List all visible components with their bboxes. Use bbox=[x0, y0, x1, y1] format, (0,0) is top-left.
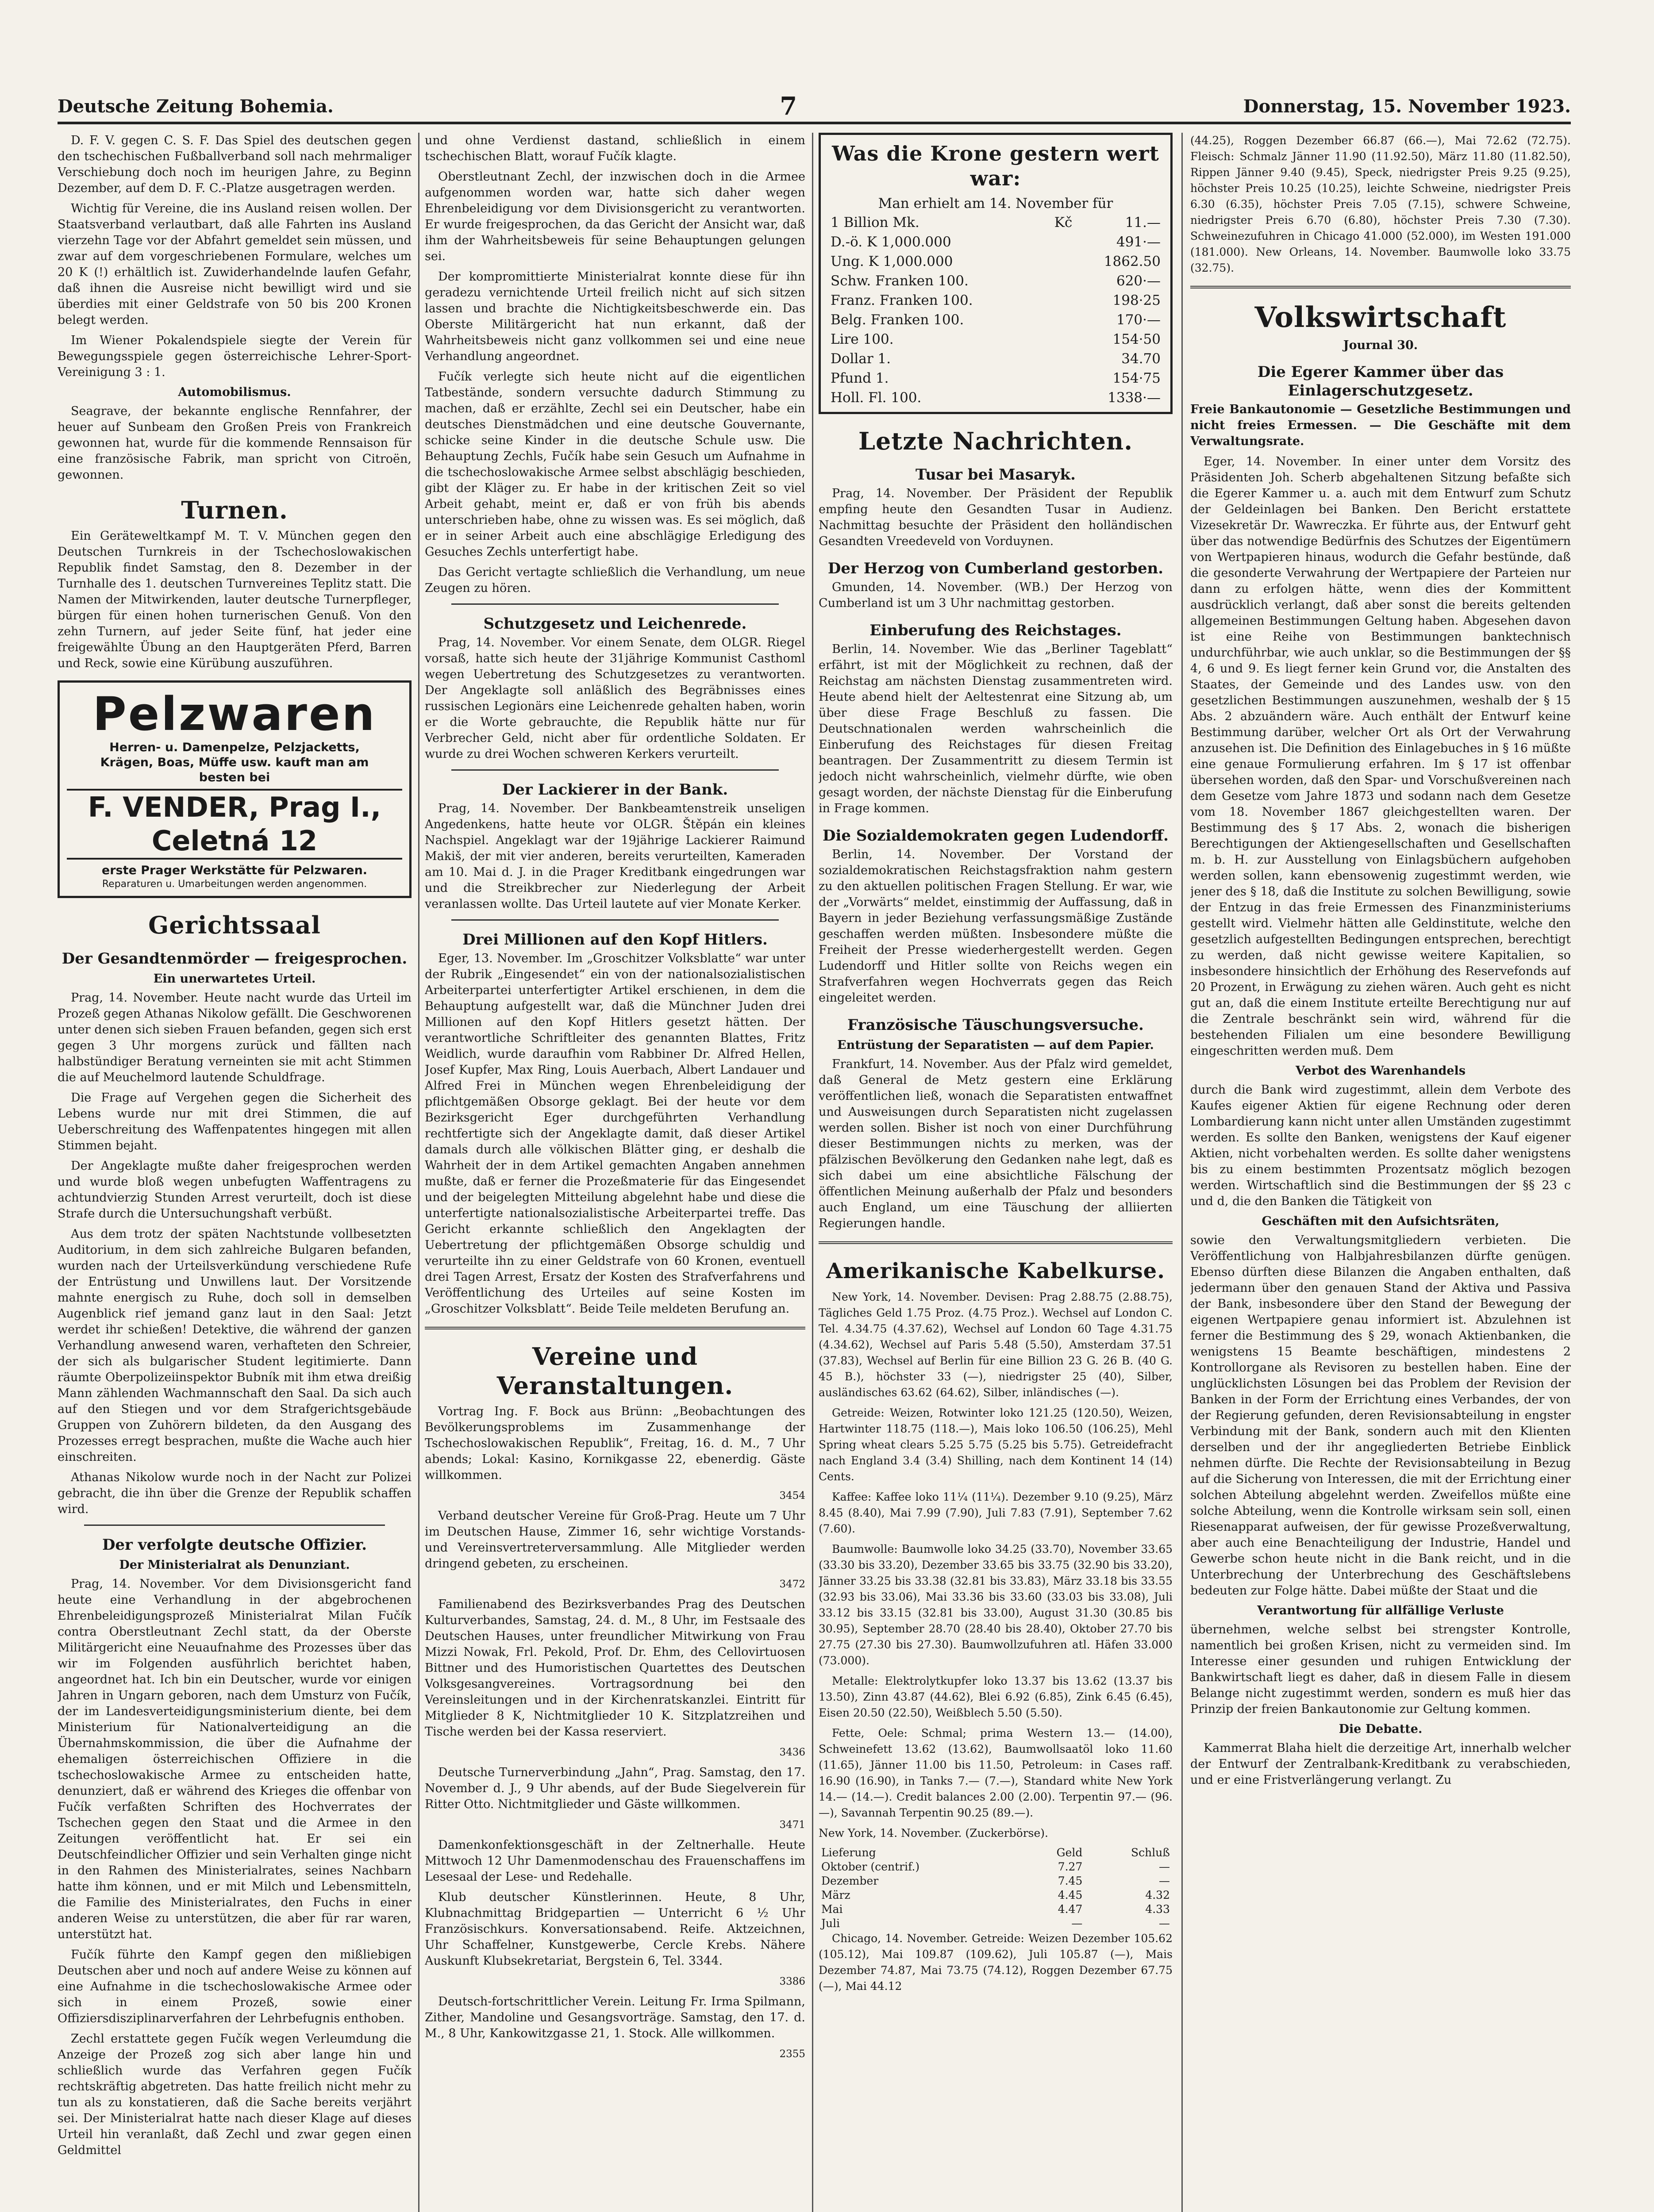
rate-unit bbox=[1042, 232, 1074, 252]
sugar-cell-geld: 4.47 bbox=[1058, 1903, 1083, 1916]
event-item: Klub deutscher Künstlerinnen. Heute, 8 Uhr, Klubnachmittag Bridgepartien — Unterricht 6 ½ Uhr Französischkurs. Konversationsabend. Reife. Aktzeichnen, Uhr Schaffelner, Kunstgewerbe, Cercle Krebs. Nähere Auskunft Klubsekretariat, Bergstein 6, Tel. 3344. bbox=[425, 1890, 805, 1968]
cable-paragraph: New York, 14. November. Devisen: Prag 2.88.75 (2.88.75), Tägliches Geld 1.75 Proz. (4.75 Proz.). Wechsel auf London C. Tel. 4.34.75 (4.37.62), Wechsel auf London 60 Tage 4.31.75 (4.34.62), Wechsel auf Paris 5.48 (5.50), Amsterdam 37.51 (37.83), Wechsel auf Berlin für eine Billion 23 G. 26 B. (40 G. 45 B.), höchster 33 (—), niedrigster 25 (40), Silber, ausländisches 63.62 (64.62), Silber, inländisches (—). bbox=[819, 1290, 1173, 1399]
sugar-header-cell: Geld bbox=[1056, 1846, 1083, 1859]
event-item: Familienabend des Bezirksverbandes Prag des Deutschen Kulturverbandes, Samstag, 24. d. M., 8 Uhr, im Festsaale des Deutschen Hauses, unter freundlicher Mitwirkung von Frau Mizzi Nowak, Frl. Pekold, Prof. Dr. Ehm, des Cellovirtuosen Bittner und des Humoristischen Quartettes des Deutschen Volksgesangvereines. Vortragsordnung bei den Vereinsleitungen und in der Kirchenratskanzlei. Eintritt für Mitglieder 8 K, Nichtmitglieder 10 K. Sitzplatzreihen und Tische werden bei der Kassa reserviert. bbox=[425, 1598, 805, 1739]
rate-unit bbox=[1042, 388, 1074, 407]
article-paragraph: Fučík führte den Kampf gegen den mißliebigen Deutschen aber und noch auf andere Weise zu können auf eine Aufnahme in die tschechoslowakische Armee oder sich in einem Prozeß, sowie einer Offiziersdisziplinarverfahren der Lehrbefugnis enthoben. bbox=[58, 1948, 412, 2025]
cable-paragraph: Baumwolle: Baumwolle loko 34.25 (33.70), November 33.65 (33.30 bis 33.20), Dezember 33.65 bis 33.75 (32.90 bis 33.20), Jänner 33.25 bis 33.38 (32.81 bis 33.83), März 33.18 bis 33.55 (32.93 bis 33.06), Mai 33.36 bis 33.60 (33.03 bis 33.08), Juli 33.12 bis 33.15 (32.81 bis 33.00), August 31.30 (30.85 bis 30.95), September 28.70 (28.40 bis 28.40), Oktober 27.70 bis 27.75 (27.30 bis 27.30). Baumwollzufuhren atl. Häfen 33.000 (73.000). bbox=[819, 1543, 1173, 1667]
cable-paragraph: Getreide: Weizen, Rotwinter loko 121.25 (120.50), Weizen, Hartwinter 118.75 (118.—), Mais loko 106.50 (106.25), Mehl Spring wheat clears 5.25 5.75 (5.25 bis 5.75). Getreidefracht nach England 3.4 (3.4) Shilling, nach dem Kontinent 14 (14) Cents. bbox=[819, 1406, 1173, 1483]
event-number: 3472 bbox=[779, 1578, 805, 1590]
rate-row bbox=[829, 213, 1162, 232]
separator bbox=[84, 1525, 385, 1526]
article-paragraph: Gmunden, 14. November. (WB.) Der Herzog von Cumberland ist um 3 Uhr nachmittag gestorben. bbox=[819, 580, 1173, 610]
sugar-cell-month: Oktober (centrif.) bbox=[821, 1860, 920, 1873]
article-paragraph: durch die Bank wird zugestimmt, allein dem Verbote des Kaufes eigener Aktien für eigene Rechnung oder deren Lombardierung kann nicht unter allen Umständen zugestimmt werden. Es sollte den Banken, wenigstens der Kauf eigener Aktien, nicht vorbehalten werden. Es sollte daher wenigstens bis zu einem bestimmten Prozentsatz möglich bezogen werden. Wirtschaftlich sind die Bestimmungen der §§ 23 c und d, die den Banken die Tätigkeit von bbox=[1190, 1083, 1571, 1208]
section-journal-number: Journal 30. bbox=[1343, 338, 1418, 352]
column-rule bbox=[1181, 133, 1183, 2212]
rate-value: 154·50 bbox=[1112, 331, 1161, 347]
chicago-paragraph: Chicago, 14. November. Getreide: Weizen Dezember 105.62 (105.12), Mai 109.87 (109.62), Juli 105.87 (—), Mais Dezember 74.87, Mai 73.75 (74.12), Roggen Dezember 67.75 (—), Mai 44.12 bbox=[819, 1932, 1173, 1993]
section-heading-gerichtssaal: Gerichtssaal bbox=[148, 911, 321, 939]
column-2 bbox=[425, 133, 805, 2212]
event-number: 3454 bbox=[779, 1490, 805, 1502]
ad-firm-name: F. VENDER, Prag I., Celetná 12 bbox=[67, 789, 402, 860]
separator bbox=[1190, 286, 1571, 288]
rate-value: 491·— bbox=[1116, 234, 1161, 250]
rate-unit: Kč bbox=[1054, 215, 1073, 230]
rate-label: Ung. K 1,000.000 bbox=[831, 253, 953, 269]
event-number: 2355 bbox=[779, 2048, 805, 2060]
sugar-cell-month: Mai bbox=[821, 1903, 843, 1916]
ad-title: Pelzwaren bbox=[92, 687, 377, 741]
event-number: 3386 bbox=[779, 1976, 805, 1987]
article-heading: Drei Millionen auf den Kopf Hitlers. bbox=[462, 931, 768, 949]
article-heading: Französische Täuschungsversuche. bbox=[847, 1016, 1144, 1034]
separator bbox=[819, 1241, 1173, 1244]
event-item: Verband deutscher Vereine für Groß-Prag. Heute um 7 Uhr im Deutschen Hause, Zimmer 16, sehr wichtige Vorstands- und Vereinsvertreterversammlung. Alle Mitglieder werden dringend gebeten, zu erscheinen. bbox=[425, 1509, 805, 1571]
article-paragraph: Der kompromittierte Ministerialrat konnte diese für ihn geradezu vernichtende Urteil freilich nicht auf sich sitzen lassen und brachte die Nichtigkeitsbeschwerde ein. Das Oberste Militärgericht hat nun erkannt, daß der Wahrheitsbeweis nicht ganz vollkommen sei und eine neue Verhandlung angeordnet. bbox=[425, 270, 805, 363]
ad-line: besten bei bbox=[199, 771, 270, 784]
rate-value: 170·— bbox=[1116, 312, 1161, 328]
article-paragraph: Kammerrat Blaha hielt die derzeitige Art, innerhalb welcher der Entwurf der Zentralbank-Kreditbank zu verabschieden, und er eine Fristverlängerung verlangt. Zu bbox=[1190, 1741, 1571, 1787]
article-heading: Die Egerer Kammer über das Einlagerschutzgesetz. bbox=[1257, 363, 1504, 399]
rates-title: Was die Krone gestern wert war: bbox=[832, 142, 1159, 190]
pelzwaren-advertisement bbox=[58, 680, 412, 898]
cable-paragraph: Kaffee: Kaffee loko 11¼ (11¼). Dezember 9.10 (9.25), März 8.45 (8.40), Mai 7.99 (7.90), Juli 7.83 (7.91), September 7.62 (7.60). bbox=[819, 1490, 1173, 1535]
rate-label: Holl. Fl. 100. bbox=[831, 390, 922, 406]
sugar-cell-geld: 7.45 bbox=[1058, 1874, 1083, 1887]
sugar-cell-geld: — bbox=[1071, 1917, 1083, 1930]
article-paragraph: und ohne Verdienst dastand, schließlich in einem tschechischen Blatt, worauf Fučík klagte. bbox=[425, 134, 805, 163]
inline-heading: Die Debatte. bbox=[1339, 1722, 1423, 1736]
rate-unit bbox=[1042, 271, 1074, 291]
article-paragraph: Oberstleutnant Zechl, der inzwischen doch in die Armee aufgenommen worden war, hatte sich daher wegen Ehrenbeleidigung vor dem Divisionsgericht zu verantworten. Er wurde freigesprochen, da das Gericht der Ansicht war, daß ihm der Wahrheitsbeweis für seine Behauptungen gelungen sei. bbox=[425, 170, 805, 263]
event-number: 3471 bbox=[779, 1819, 805, 1831]
column-rule bbox=[812, 133, 813, 2212]
rate-unit bbox=[1042, 349, 1074, 369]
auto-paragraph: Seagrave, der bekannte englische Rennfahrer, der heuer auf Sunbeam den Großen Preis von Frankreich gewonnen hat, wurde für die kommende Rennsaison für eine französische Fabrik, man spricht von Citroën, gewonnen. bbox=[58, 404, 412, 482]
rate-unit bbox=[1042, 291, 1074, 310]
rate-row bbox=[829, 310, 1162, 330]
sugar-cell-month: Juli bbox=[821, 1917, 840, 1930]
separator bbox=[425, 1327, 805, 1329]
rate-value: 620·— bbox=[1116, 273, 1161, 289]
article-paragraph: Berlin, 14. November. Der Vorstand der sozialdemokratischen Reichstagsfraktion nahm gestern zu den aktuellen politischen Fragen Stellung. Er war, wie der „Vorwärts“ meldet, einstimmig der Auffassung, daß in Bayern in jeder Beziehung verfassungsmäßige Zustände geschaffen werden müßten. Insbesondere müßte die Freiheit der Presse wiederhergestellt werden. Gegen Ludendorff und Hitler sollte von Reichs wegen ein Strafverfahren wegen Hochverrats gegen das Reich eingeleitet werden. bbox=[819, 848, 1173, 1005]
sugar-cell-schluss: — bbox=[1159, 1860, 1170, 1873]
commodity-paragraph: (44.25), Roggen Dezember 66.87 (66.—), Mai 72.62 (72.75). Fleisch: Schmalz Jänner 11.90 (11.92.50), März 11.80 (11.82.50), Rippen Jänner 9.40 (9.45), Speck, niedrigster Preis 9.25 (9.25), höchster Preis 10.25 (10.25), leichte Schweine, niedrigster Preis 6.30 (6.35), höchster Preis 7.05 (7.15), schwere Schweine, niedrigster Preis 6.70 (6.80), höchster Preis 7.30 (7.30). Schweinezufuhren in Chicago 41.000 (52.000), im Westen 191.000 (181.000). New Orleans, 14. November. Baumwolle loko 33.75 (32.75). bbox=[1190, 134, 1571, 274]
sugar-cell-schluss: 4.33 bbox=[1145, 1903, 1170, 1916]
ad-line: Reparaturen u. Umarbeitungen werden angenommen. bbox=[102, 879, 367, 890]
column-4 bbox=[1190, 133, 1571, 2212]
section-heading-kabelkurse: Amerikanische Kabelkurse. bbox=[826, 1259, 1165, 1283]
sport-paragraph: Im Wiener Pokalendspiele siegte der Verein für Bewegungsspiele gegen österreichische Lehrer-Sport-Vereinigung 3 : 1. bbox=[58, 334, 412, 379]
sugar-table bbox=[819, 1846, 1173, 1931]
article-paragraph: sowie den Verwaltungsmitgliedern verbieten. Die Veröffentlichung von Halbjahresbilanzen dürfte genügen. Ebenso dürften diese Bilanzen die Angaben enthalten, daß jedermann über den genauen Stand der Aktiva und Passiva der Bank, insbesondere über den Stand der Bewegung der eigenen Wertpapiere genau informiert ist. Abzulehnen ist ferner die Bestimmung des § 29, wonach Aktienbanken, die wenigstens 15 Beamte beschäftigen, mindestens 2 Kontrollorgane als Revisoren zu bestellen haben. Eine der unglücklichsten Lösungen bei das Problem der Revision der Banken in der Form der Errichtung eines Verbandes, der von der Regierung gefunden, deren Revisionsabteilung in engster Verbindung mit der Bank, sondern auch mit den Klienten derselben und der ihr angegliederten Betriebe Einblick nehmen dürfte. Die Rechte der Revisionsabteilung in Bezug auf die Sicherung von Interessen, die mit der Errichtung einer solchen Abteilung abgelehnt werden. Zweifellos müßte eine solche Abteilung, wenn die Kontrolle wirksam sein soll, einen Riesenapparat aufweisen, der für gewisse Prozeßverwaltung, aber auch eine Benachteiligung der Industrie, Handel und Gewerbe schon heute nicht in die Bank reicht, und in die Unterbrechung der Unterbrechung des Geschäftslebens bedeuten zur Folge hätte. Dabei müßte der Staat und die bbox=[1190, 1233, 1571, 1598]
article-subheading: Entrüstung der Separatisten — auf dem Papier. bbox=[837, 1038, 1154, 1052]
events-list bbox=[425, 1404, 805, 2062]
article-paragraph: Der Angeklagte mußte daher freigesprochen werden und wurde bloß wegen unbefugten Waffentragens zu achtundvierzig Stunden Arrest verurteilt, doch ist diese Strafe durch die Untersuchungshaft verbüßt. bbox=[58, 1159, 412, 1221]
sugar-cell-schluss: 4.32 bbox=[1145, 1889, 1170, 1901]
sugar-row bbox=[819, 1888, 1173, 1902]
article-heading: Der verfolgte deutsche Offizier. bbox=[102, 1536, 367, 1554]
ad-line: erste Prager Werkstätte für Pelzwaren. bbox=[101, 864, 368, 877]
rate-label: Franz. Franken 100. bbox=[831, 292, 973, 308]
cable-paragraph: Fette, Oele: Schmal; prima Western 13.— (14.00), Schweinefett 13.62 (13.62), Baumwollsaatöl loko 11.60 (11.65), Jänner 11.00 bis 11.50, Petroleum: in Cases raff. 16.90 (16.90), in Tanks 7.— (7.—), Standard white New York 14.— (14.—). Credit balances 2.00 (2.00). Terpentin 97.— (96.—), Savannah Terpentin 90.25 (89.—). bbox=[819, 1727, 1173, 1819]
rate-unit bbox=[1042, 369, 1074, 388]
rate-label: Belg. Franken 100. bbox=[831, 312, 964, 328]
article-paragraph: Fučík verlegte sich heute nicht auf die eigentlichen Tatbestände, sondern versuchte dadurch Stimmung zu machen, daß er erzählte, Zechl sei ein Deutscher, habe ein deutsches Dienstmädchen und eine deutsche Gouvernante, schicke seine Kinder in die deutsche Schule usw. Die Behauptung Zechls, Fučík habe sein Gesuch um Aufnahme in die tschechoslowakische Armee selbst abschlägig beschieden, gibt der Kläger zu. Er habe in der kritischen Zeit so viel Arbeit gehabt, meint er, daß er von früh bis abends unterschrieben habe, ohne zu wissen was. Es sei möglich, daß er in seiner Arbeit auch eine abschlägige Erledigung des Gesuches Zechls unterfertigt habe. bbox=[425, 370, 805, 559]
rate-row bbox=[829, 369, 1162, 388]
rate-value: 154·75 bbox=[1112, 370, 1161, 386]
sugar-cell-schluss: — bbox=[1159, 1874, 1170, 1887]
turnen-paragraph: Ein Geräteweltkampf M. T. V. München gegen den Deutschen Turnkreis in der Tschechoslowakischen Republik findet Samstag, den 8. Dezember in der Turnhalle des 1. deutschen Turnvereines Teplitz statt. Die Namen der Mitwirkenden, lauter deutsche Turnerpfleger, bürgen für einen hohen turnerischen Genuß. Von den zehn Turnern, auf jeder Seite fünf, hat jeder eine freigewählte Übung an den Hauptgeräten Pferd, Barren und Reck, sowie eine Kürübung auszuführen. bbox=[58, 529, 412, 670]
article-heading: Tusar bei Masaryk. bbox=[915, 466, 1076, 484]
rate-row bbox=[829, 271, 1162, 291]
column-1 bbox=[58, 133, 412, 2212]
inline-heading: Verbot des Warenhandels bbox=[1295, 1064, 1466, 1078]
event-item: Damenkonfektionsgeschäft in der Zeltnerhalle. Heute Mittwoch 12 Uhr Damenmodenschau des Frauenschaffens im Lesesaal der Lese- und Redehalle. bbox=[425, 1838, 805, 1884]
sport-paragraph: Wichtig für Vereine, die ins Ausland reisen wollen. Der Staatsverband verlautbart, daß alle Fahrten ins Ausland vierzehn Tage vor der Abfahrt gemeldet sein müssen, und zwar auf dem vorgeschriebenen Formulare, welches um 20 K (!) erhältlich ist. Zuwiderhandelnde laufen Gefahr, daß ihnen die Ausreise nicht bewilligt wird und sie überdies mit einer Geldstrafe von 50 bis 200 Kronen belegt werden. bbox=[58, 202, 412, 327]
rate-row bbox=[829, 252, 1162, 271]
article-heading: Der Herzog von Cumberland gestorben. bbox=[827, 560, 1164, 577]
column-3 bbox=[819, 133, 1173, 2212]
sugar-row bbox=[819, 1916, 1173, 1931]
rate-label: Schw. Franken 100. bbox=[831, 273, 969, 289]
rates-subtitle: Man erhielt am 14. November für bbox=[878, 196, 1113, 211]
article-heading: Der Lackierer in der Bank. bbox=[502, 781, 728, 799]
article-paragraph: Prag, 14. November. Der Bankbeamtenstreik unseligen Angedenkens, hatte heute vor OLGR. Štěpán ein kleines Nachspiel. Angeklagt war der 19jährige Lackierer Raimund Makiš, der mit vier anderen, bereits verurteilten, Kameraden am 10. Mai d. J. in die Prager Kreditbank eingedrungen war und die Streikbrecher zur Niederlegung der Arbeit veranlassen wollte. Das Urteil lautete auf vier Monate Kerker. bbox=[425, 802, 805, 911]
sugar-header-row bbox=[819, 1846, 1173, 1860]
article-subheading: Freie Bankautonomie — Gesetzliche Bestimmungen und nicht freies Ermessen. — Die Geschäfte mit dem Verwaltungsrate. bbox=[1190, 403, 1571, 448]
rate-value: 11.— bbox=[1125, 215, 1161, 230]
header-date: Donnerstag, 15. November 1923. bbox=[1243, 96, 1571, 117]
header-paper-name: Deutsche Zeitung Bohemia. bbox=[58, 96, 334, 117]
ad-line: Herren- u. Damenpelze, Pelzjacketts, bbox=[109, 741, 360, 754]
sugar-intro: New York, 14. November. (Zuckerbörse). bbox=[819, 1827, 1048, 1839]
article-paragraph: Berlin, 14. November. Wie das „Berliner Tageblatt“ erfährt, ist mit der Möglichkeit zu rechnen, daß der Reichstag am nächsten Dienstag zusammentreten wird. Heute abend hielt der Aeltestenrat eine Sitzung ab, um über diese Frage Beschluß zu fassen. Die Deutschnationalen werden wahrscheinlich die Einberufung des Reichstages für diesen Freitag beantragen. Der Zusammentritt zu diesem Termin ist jedoch nicht wahrscheinlich, vielmehr dürfte, wie oben gesagt worden, der nächste Dienstag für die Einberufung in Frage kommen. bbox=[819, 642, 1173, 815]
separator bbox=[451, 603, 779, 605]
rate-value: 198·25 bbox=[1112, 292, 1161, 308]
article-paragraph: Athanas Nikolow wurde noch in der Nacht zur Polizei gebracht, die ihn über die Grenze der Republik schaffen wird. bbox=[58, 1471, 412, 1516]
rate-row bbox=[829, 232, 1162, 252]
rate-label: Pfund 1. bbox=[831, 370, 889, 386]
article-paragraph: Prag, 14. November. Der Präsident der Republik empfing heute den Gesandten Tusar in Audienz. Nachmittag besuchte der Präsident den holländischen Gesandten Vreedeveld von Vorduynen. bbox=[819, 487, 1173, 548]
event-item: Vortrag Ing. F. Bock aus Brünn: „Beobachtungen des Bevölkerungsproblems im Zusammenhange der Tschechoslowakischen Republik“, Freitag, 16. d. M., 7 Uhr abends; Lokal: Kasino, Kornikgasse 22, ebenerdig. Gäste willkommen. bbox=[425, 1405, 805, 1482]
column-rule bbox=[418, 133, 419, 2212]
article-subheading: Ein unerwartetes Urteil. bbox=[153, 972, 316, 986]
rate-label: Lire 100. bbox=[831, 331, 894, 347]
sugar-row bbox=[819, 1874, 1173, 1888]
rate-unit bbox=[1042, 252, 1074, 271]
sugar-cell-month: März bbox=[821, 1889, 850, 1901]
article-paragraph: Prag, 14. November. Heute nacht wurde das Urteil im Prozeß gegen Athanas Nikolow gefällt. Die Geschworenen unter denen sich sieben Frauen befanden, gegen sich erst gegen 3 Uhr morgens zurück und fällten nach halbstündiger Beratung verneinten sie mit acht Stimmen die auf Meuchelmord lautende Schuldfrage. bbox=[58, 991, 412, 1084]
inline-heading: Verantwortung für allfällige Verluste bbox=[1257, 1604, 1504, 1617]
rate-unit bbox=[1042, 310, 1074, 330]
event-item: Deutsche Turnerverbindung „Jahn“, Prag. Samstag, den 17. November d. J., 9 Uhr abends, auf der Bude Siegelverein für Ritter Otto. Nichtmitglieder und Gäste willkommen. bbox=[425, 1766, 805, 1811]
section-heading-automobilismus: Automobilismus. bbox=[178, 385, 291, 399]
section-heading-turnen: Turnen. bbox=[181, 496, 288, 524]
rate-label: 1 Billion Mk. bbox=[831, 215, 919, 230]
rate-row bbox=[829, 349, 1162, 369]
sugar-cell-month: Dezember bbox=[821, 1874, 879, 1887]
article-paragraph: Eger, 14. November. In einer unter dem Vorsitz des Präsidenten Joh. Scherb abgehaltenen Sitzung befaßte sich die Egerer Kammer u. a. auch mit dem Entwurf zum Schutz der Geldeinlagen bei Banken. Den Bericht erstattete Vizesekretär Dr. Wawreczka. Er führte aus, der Entwurf geht über das notwendige Bedürfnis des Schutzes der Eigentümern von Wertpapieren hinaus, wodurch die Gefahr bestünde, daß die gesonderte Verwahrung der Wertpapiere der Parteien nur dann zu erfolgen hätte, wenn dies der Kommittent ausdrücklich verlangt, daß aber sonst die bereits geltenden allgemeinen Bestimmungen Geltung haben. Abgesehen davon ist eine Reihe von Bestimmungen banktechnisch undurchführbar, wie auch unklar, so die Bestimmungen der §§ 4, 6 und 9. Es liegt ferner kein Grund vor, die Anstalten des Staates, der Gemeinde und des Landes usw. von den gesetzlichen Bestimmungen auszunehmen, weshalb der § 15 Abs. 2 abzuändern wäre. Auch enthält der Entwurf keine Bestimmung darüber, welcher Ort als Ort der Verwahrung anzusehen ist. Die Definition des Einlagebuches in § 16 müßte eine genaue Formulierung erfahren. Im § 17 ist offenbar übersehen worden, daß den Spar- und Vorschußvereinen nach dem Gesetze vom Jahre 1873 und sodann nach dem Gesetze vom 18. November 1867 gleichgestellten waren. Der Bestimmung des § 17 Abs. 2, wonach die bisherigen Berechtigungen der Aktiengesellschaften und Gesellschaften m. b. H. zur Ausstellung von Einlagsbüchern aufgehoben werden sollen, kann ebensowenig zugestimmt werden, wie jener des § 18, daß die Institute zu solchen Bewilligung, sowie der Entzug in das freie Ermessen des Finanzministeriums gestellt wird. Vielmehr hätten alle Geldinstitute, welche den gesetzlich aufgestellten Bedingungen entsprechen, berechtigt zu werden, daß nicht gewisse weitere Kapitalien, so insbesondere hinsichtlich der Erhöhung des Reservefonds auf 20 Prozent, in Erwägung zu ziehen wären. Auch geht es nicht gut an, daß die einem Institute erteilte Berechtigung nur auf die Zentrale beschränkt sein wird, während für die bestehenden Filialen um eine besondere Bewilligung eingeschritten werden muß. Dem bbox=[1190, 455, 1571, 1058]
article-paragraph: Zechl erstattete gegen Fučík wegen Verleumdung die Anzeige der Prozeß zog sich aber lange hin und schließlich wurde das Verfahren gegen Fučík rechtskräftig abgetreten. Das hatte freilich nicht mehr zu tun als zu konstatieren, daß die Sache bereits verjährt sei. Der Ministerialrat hatte nach dieser Klage auf dieses Urteil hin veranlaßt, daß Zechl und zwar gegen einen Geldmittel bbox=[58, 2032, 412, 2157]
event-number: 3436 bbox=[779, 1747, 805, 1758]
article-paragraph: Die Frage auf Vergehen gegen die Sicherheit des Lebens wurde nur mit drei Stimmen, die auf Ueberschreitung des Waffenpatentes hingegen mit allen Stimmen bejaht. bbox=[58, 1091, 412, 1152]
separator bbox=[451, 769, 779, 771]
rate-row bbox=[829, 388, 1162, 407]
article-paragraph: Prag, 14. November. Vor dem Divisionsgericht fand heute eine Verhandlung in der abgebrochenen Ehrenbeleidigungsprozeß Ministerialrat Milan Fučík contra Oberstleutnant Zechl statt, da der Oberste Militärgericht eine Neuaufnahme des Prozesses über das wir im Folgenden ausführlich berichtet haben, angeordnet hat. Ich bin ein Deutscher, wurde vor einigen Jahren in Ungarn geboren, nach dem Umsturz von Fučík, der im Landesverteidigungsministerium diente, bei dem Ministerium für Nationalverteidigung an die Übernahmskommission, die über die Aufnahme der ehemaligen österreichischen Offiziere in die tschechoslowakische Armee zu entscheiden hatte, denunziert, daß er während des Krieges die offenbar von Fučík verfaßten Schriften des Hochverrates der Tschechen gegen den Staat und die Armee in den Zeitungen veröffentlicht hat. Er sei ein Deutschfeindlicher Offizier und sein Verhalten ginge nicht in den Rahmen des Ministerialrates, seines Nachbarn hatte ihm können, und er mit Milch und Lebensmitteln, die Familie des Ministerialrates, den Fuchs in einer anderen Weise zu unterstützen, die aber für rar waren, unterstützt hat. bbox=[58, 1577, 412, 1941]
rate-label: D.-ö. K 1,000.000 bbox=[831, 234, 951, 250]
sugar-header-cell: Lieferung bbox=[821, 1846, 876, 1859]
separator bbox=[451, 919, 779, 921]
article-paragraph: Eger, 13. November. Im „Groschitzer Volksblatte“ war unter der Rubrik „Eingesendet“ ein von der nationalsozialistischen Arbeiterpartei unterfertigter Artikel erschienen, in dem die Behauptung aufgestellt war, daß die Münchner Juden drei Millionen auf den Kopf Hitlers gesetzt hätten. Der verantwortliche Schriftleiter des genannten Blattes, Fritz Weidlich, wurde daraufhin vom Rabbiner Dr. Alfred Hellen, Josef Kupfer, Max Ring, Louis Auerbach, Albert Landauer und Alfred Frei in München wegen Ehrenbeleidigung der pflichtgemäßen Obsorge geklagt. Bei der heute vor dem Bezirksgericht Eger durchgeführten Verhandlung rechtfertigte sich der Angeklagte damit, daß dieser Artikel damals durch alle völkischen Blätter ging, er deshalb die Wahrheit der in dem Artikel gemachten Angaben annehmen mußte, daß er ferner die Prozeßmaterie für das Eingesendet und der beigelegten Mitteilung abgelehnt habe und diese die unterfertigte nationalsozialistische Arbeiterpartei treffe. Das Gericht erkannte schließlich den Angeklagten der Uebertretung der pflichtgemäßen Obsorge schuldig und verurteilte ihn zu einer Geldstrafe von 60 Kronen, eventuell drei Tagen Arrest, Ersatz der Kosten des Strafverfahrens und Veröffentlichung des Urteiles auf seine Kosten im „Groschitzer Volksblatt“. Beide Teile meldeten Berufung an. bbox=[425, 952, 805, 1316]
ad-line: Krägen, Boas, Müffe usw. kauft man am bbox=[100, 756, 369, 769]
article-heading: Einberufung des Reichstages. bbox=[869, 622, 1122, 639]
section-heading-nachrichten: Letzte Nachrichten. bbox=[858, 427, 1133, 455]
rate-value: 1338·— bbox=[1108, 390, 1161, 406]
sport-paragraph: D. F. V. gegen C. S. F. Das Spiel des deutschen gegen den tschechischen Fußballverband soll nach mehrmaliger Verschiebung doch noch im heurigen Jahre, zu Beginn Dezember, auf dem D. F. C.-Platze ausgetragen werden. bbox=[58, 134, 412, 195]
rate-value: 34.70 bbox=[1121, 351, 1161, 367]
sugar-cell-geld: 7.27 bbox=[1058, 1860, 1083, 1873]
sugar-row bbox=[819, 1902, 1173, 1916]
sugar-row bbox=[819, 1860, 1173, 1874]
article-paragraph: übernehmen, welche selbst bei strengster Kontrolle, namentlich bei großen Krisen, nicht zu vermeiden sind. Im Interesse einer gesunden und ruhigen Entwicklung der Bankwirtschaft liegt es daher, daß in diesem Falle in diesem Belange nicht zugestimmt werden, sondern es muß hier das Prinzip der freien Bankautonomie zur Geltung kommen. bbox=[1190, 1623, 1571, 1716]
article-heading: Der Gesandtenmörder — freigesprochen. bbox=[62, 950, 408, 968]
section-heading-vereine: Vereine und Veranstaltungen. bbox=[496, 1342, 734, 1400]
rate-label: Dollar 1. bbox=[831, 351, 891, 367]
header-page-number: 7 bbox=[780, 92, 797, 121]
rate-row bbox=[829, 291, 1162, 310]
article-subheading: Der Ministerialrat als Denunziant. bbox=[119, 1558, 350, 1572]
article-heading: Schutzgesetz und Leichenrede. bbox=[483, 615, 747, 633]
section-heading-volkswirtschaft: Volkswirtschaft bbox=[1254, 301, 1507, 334]
article-paragraph: Aus dem trotz der späten Nachtstunde vollbesetzten Auditorium, in dem sich zahlreiche Bulgaren befanden, wurden nach der Urteilsverkündung verschiedene Rufe der Entrüstung und Unwillens laut. Der Vorsitzende mahnte energisch zu Ruhe, doch soll in demselben Augenblick rief jemand ganz laut in den Saal: Jetzt werdet ihr schießen! Detektive, die während der ganzen Verhandlung anwesend waren, verhafteten den Schreier, der sich als bulgarischer Student legitimierte. Dann räumte Oberpolizeiinspektor Bubník mit ihm etwa dreißig Mann zählenden Wachmannschaft den Saal. Da sich auch auf den Stiegen und vor dem Strafgerichtsgebäude Gruppen von Zuhörern bildeten, da den Ausgang des Prozesses erregt besprachen, mußte die Wache auch hier einschreiten. bbox=[58, 1227, 412, 1464]
cable-paragraph: Metalle: Elektrolytkupfer loko 13.37 bis 13.62 (13.37 bis 13.50), Zinn 43.87 (44.62), Blei 6.92 (6.85), Zink 6.45 (6.45), Eisen 20.50 (22.50), Weißblech 5.50 (5.50). bbox=[819, 1674, 1173, 1719]
article-paragraph: Das Gericht vertagte schließlich die Verhandlung, um neue Zeugen zu hören. bbox=[425, 565, 805, 595]
rate-row bbox=[829, 330, 1162, 349]
article-heading: Die Sozialdemokraten gegen Ludendorff. bbox=[823, 827, 1169, 845]
event-item: Deutsch-fortschrittlicher Verein. Leitung Fr. Irma Spilmann, Zither, Mandoline und Gesangsvorträge. Samstag, den 17. d. M., 8 Uhr, Kankowitzgasse 21, 1. Stock. Alle willkommen. bbox=[425, 1995, 805, 2040]
page-header bbox=[58, 91, 1571, 124]
rate-unit bbox=[1042, 330, 1074, 349]
inline-heading: Geschäften mit den Aufsichtsräten, bbox=[1262, 1214, 1500, 1228]
rates-table bbox=[829, 213, 1162, 407]
article-paragraph: Frankfurt, 14. November. Aus der Pfalz wird gemeldet, daß General de Metz gestern eine Erklärung veröffentlichen ließ, wonach die Separatisten entwaffnet und Ausweisungen durch Separatisten nicht zugelassen werden sollen. Bisher ist noch von einer Durchführung dieser Bestimmungen nichts zu merken, was der pfälzischen Bevölkerung den Gedanken nahe legt, daß es sich dabei um eine absichtliche Fälschung der öffentlichen Meinung außerhalb der Pfalz und besonders auch England, um eine Täuschung der alliierten Regierungen handle. bbox=[819, 1057, 1173, 1230]
sugar-cell-geld: 4.45 bbox=[1058, 1889, 1083, 1901]
exchange-rates-box bbox=[819, 133, 1173, 414]
rate-value: 1862.50 bbox=[1104, 253, 1161, 269]
sugar-header-cell: Schluß bbox=[1131, 1846, 1170, 1859]
article-paragraph: Prag, 14. November. Vor einem Senate, dem OLGR. Riegel vorsaß, hatte sich heute der 31jährige Kommunist Casthoml wegen Uebertretung des Schutzgesetzes zu verantworten. Der Angeklagte soll anläßlich des Begräbnisses eines russischen Legionärs eine Leichenrede gehalten haben, worin er die Worte gebrauchte, die Republik hätte nur für Verbrecher Geld, nicht aber für ordentliche Soldaten. Er wurde zu drei Wochen schweren Kerkers verurteilt. bbox=[425, 636, 805, 761]
sugar-cell-schluss: — bbox=[1159, 1917, 1170, 1930]
